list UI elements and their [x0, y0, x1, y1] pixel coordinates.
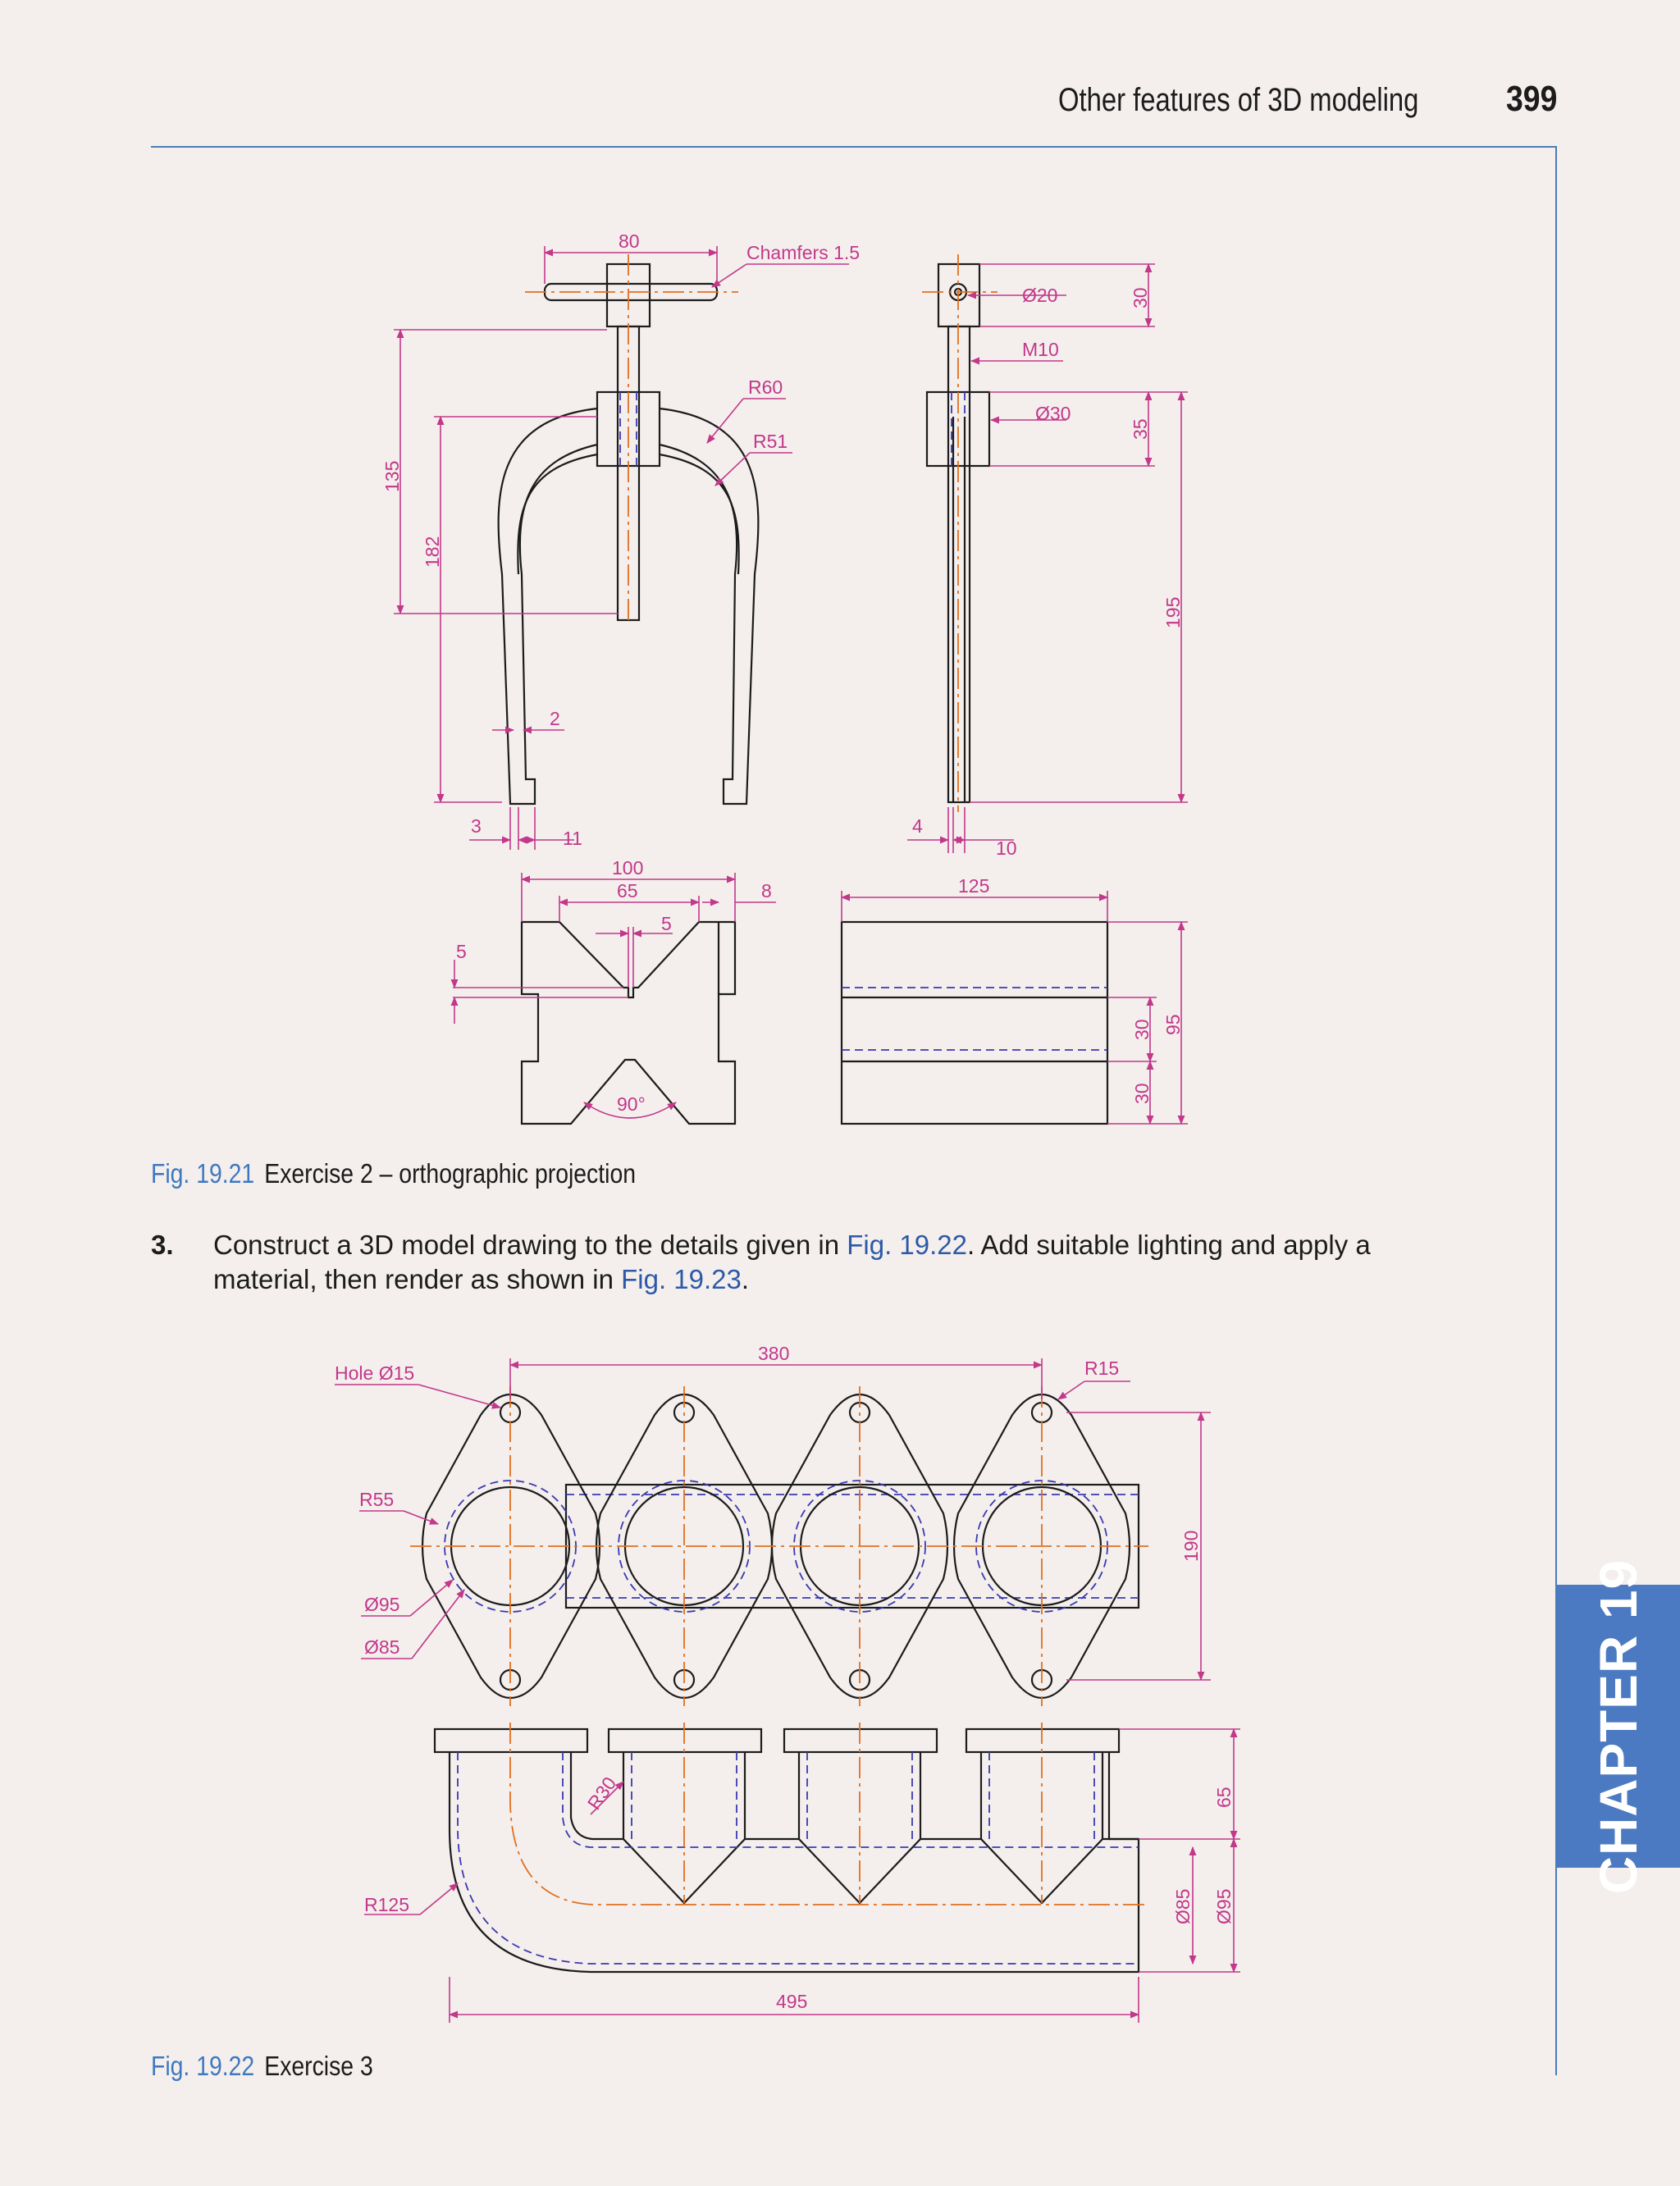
dim-11: 11	[563, 828, 582, 849]
dim-30c: 30	[1131, 1083, 1153, 1104]
fig-19-23-link[interactable]: Fig. 19.23	[621, 1264, 742, 1294]
dim-80: 80	[619, 230, 640, 252]
dim-dia85: Ø85	[364, 1636, 400, 1658]
dim-8: 8	[761, 880, 772, 901]
dim-r30: R30	[582, 1773, 621, 1814]
chapter-tab-label: CHAPTER 19	[1589, 1558, 1648, 1894]
dim-m10: M10	[1022, 339, 1059, 360]
dim-35: 35	[1130, 418, 1151, 440]
dim-65: 65	[617, 880, 638, 901]
dim-65-elev: 65	[1213, 1787, 1235, 1808]
exercise-text	[213, 1228, 1444, 1297]
fig-19-22-label: Fig. 19.22	[151, 2051, 255, 2081]
dim-dia20: Ø20	[1022, 285, 1058, 306]
fig-19-21-text: Exercise 2 – orthographic projection	[264, 1158, 637, 1189]
dim-dia95: Ø95	[364, 1594, 400, 1615]
fig-19-21-caption	[151, 1158, 636, 1189]
exercise-number: 3.	[151, 1230, 174, 1260]
dim-5b: 5	[661, 913, 672, 934]
dim-182: 182	[422, 536, 443, 568]
dim-4: 4	[912, 815, 923, 837]
dim-r60: R60	[748, 377, 783, 398]
dim-100: 100	[612, 857, 644, 879]
dim-90deg: 90°	[617, 1093, 646, 1115]
exercise-text-part-1: Construct a 3D model drawing to the details given in	[213, 1230, 847, 1260]
dim-135: 135	[381, 460, 403, 492]
label-hole-dia15: Hole Ø15	[335, 1362, 415, 1384]
dim-2: 2	[550, 708, 560, 729]
dim-dia95-elev: Ø95	[1213, 1888, 1235, 1924]
dim-95: 95	[1162, 1014, 1184, 1035]
vblock-side-view	[842, 875, 1188, 1124]
vblock-front-view	[453, 857, 776, 1124]
manifold-elevation-view	[364, 1723, 1240, 2023]
page-number: 399	[1506, 79, 1558, 119]
dim-dia85-elev: Ø85	[1172, 1888, 1194, 1924]
dim-190: 190	[1180, 1530, 1202, 1562]
dim-chamfers: Chamfers 1.5	[746, 242, 861, 263]
dim-3: 3	[471, 815, 482, 837]
puller-front-view	[381, 230, 860, 850]
dim-125: 125	[958, 875, 990, 897]
running-header-title: Other features of 3D modeling	[1058, 82, 1419, 118]
exercise-text-part-3: .	[741, 1264, 750, 1294]
dim-5a: 5	[456, 941, 467, 962]
dim-dia30: Ø30	[1035, 403, 1071, 424]
dim-30b: 30	[1131, 1019, 1153, 1040]
fig-19-22-caption	[151, 2051, 373, 2082]
dim-r15: R15	[1084, 1358, 1120, 1379]
dim-380: 380	[758, 1343, 790, 1364]
exercise-text-part-2: . Add suitable lighting and apply a material, then render as shown in	[213, 1230, 1371, 1294]
dim-r51: R51	[753, 431, 788, 452]
puller-side-view	[907, 254, 1188, 859]
manifold-plan-view	[335, 1343, 1211, 1706]
dim-30a: 30	[1130, 287, 1151, 308]
dim-495: 495	[776, 1991, 808, 2012]
fig-19-21-label: Fig. 19.21	[151, 1158, 255, 1189]
fig-19-22-text: Exercise 3	[264, 2051, 373, 2081]
dim-195: 195	[1162, 596, 1184, 628]
dim-r125: R125	[364, 1894, 409, 1915]
dim-r55: R55	[359, 1489, 395, 1510]
dim-10: 10	[996, 837, 1017, 859]
fig-19-22-link[interactable]: Fig. 19.22	[847, 1230, 968, 1260]
